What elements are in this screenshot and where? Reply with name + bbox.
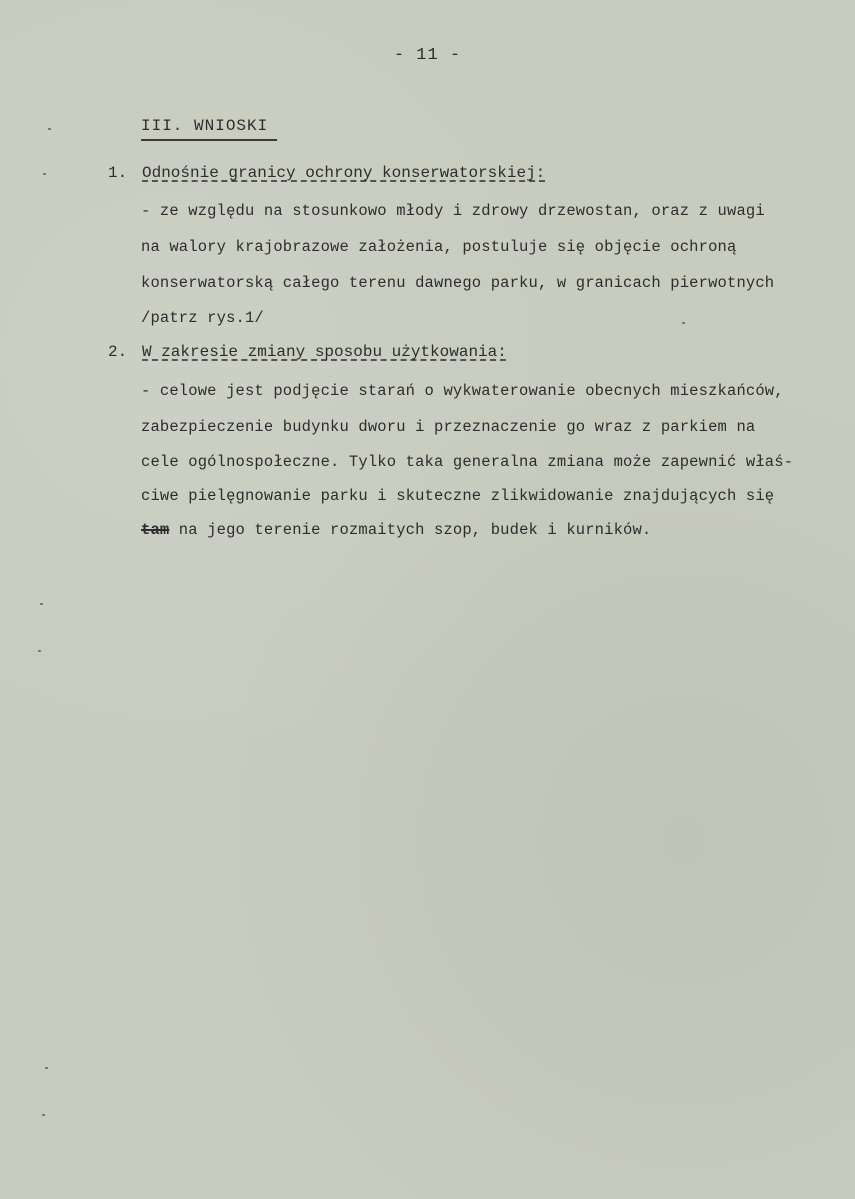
section-1-number: 1. (108, 164, 128, 182)
section-2-line-2: zabezpieczenie budynku dworu i przeznaczenie go wraz z parkiem na (141, 418, 756, 436)
section-1-line-2: na walory krajobrazowe założenia, postuluje się objęcie ochroną (141, 238, 737, 256)
chapter-heading-text: III. WNIOSKI (141, 117, 269, 135)
section-2-title-text: W zakresie zmiany sposobu użytkowania: (142, 343, 507, 361)
heading-underline (141, 139, 277, 141)
section-2-line-1: - celowe jest podjęcie starań o wykwaterowanie obecnych mieszkańców, (141, 382, 784, 400)
page-number: - 11 - (393, 46, 462, 65)
section-1-line-4: /patrz rys.1/ (141, 309, 264, 327)
scan-speck (40, 603, 43, 605)
scan-speck (45, 1067, 48, 1069)
struck-word: tam (141, 521, 170, 539)
scan-speck (43, 173, 46, 175)
section-2-line-5 (141, 521, 651, 539)
section-2-number: 2. (108, 343, 128, 361)
section-1-title-text: Odnośnie granicy ochrony konserwatorskiej: (142, 164, 546, 182)
scan-speck (42, 1114, 45, 1116)
scan-speck (48, 128, 51, 130)
scan-speck (682, 322, 685, 324)
section-1-line-1: - ze względu na stosunkowo młody i zdrowy drzewostan, oraz z uwagi (141, 202, 765, 220)
section-2-line-4: ciwe pielęgnowanie parku i skuteczne zlikwidowanie znajdujących się (141, 487, 775, 505)
section-1-line-3: konserwatorską całego terenu dawnego parku, w granicach pierwotnych (141, 274, 775, 292)
section-1-title (108, 164, 545, 182)
section-2-line-5-text: na jego terenie rozmaitych szop, budek i kurników. (169, 521, 652, 539)
chapter-heading (141, 117, 277, 141)
section-2-title (108, 343, 507, 361)
scan-speck (38, 650, 41, 652)
section-2-line-3: cele ogólnospołeczne. Tylko taka generalna zmiana może zapewnić właś- (141, 453, 794, 471)
